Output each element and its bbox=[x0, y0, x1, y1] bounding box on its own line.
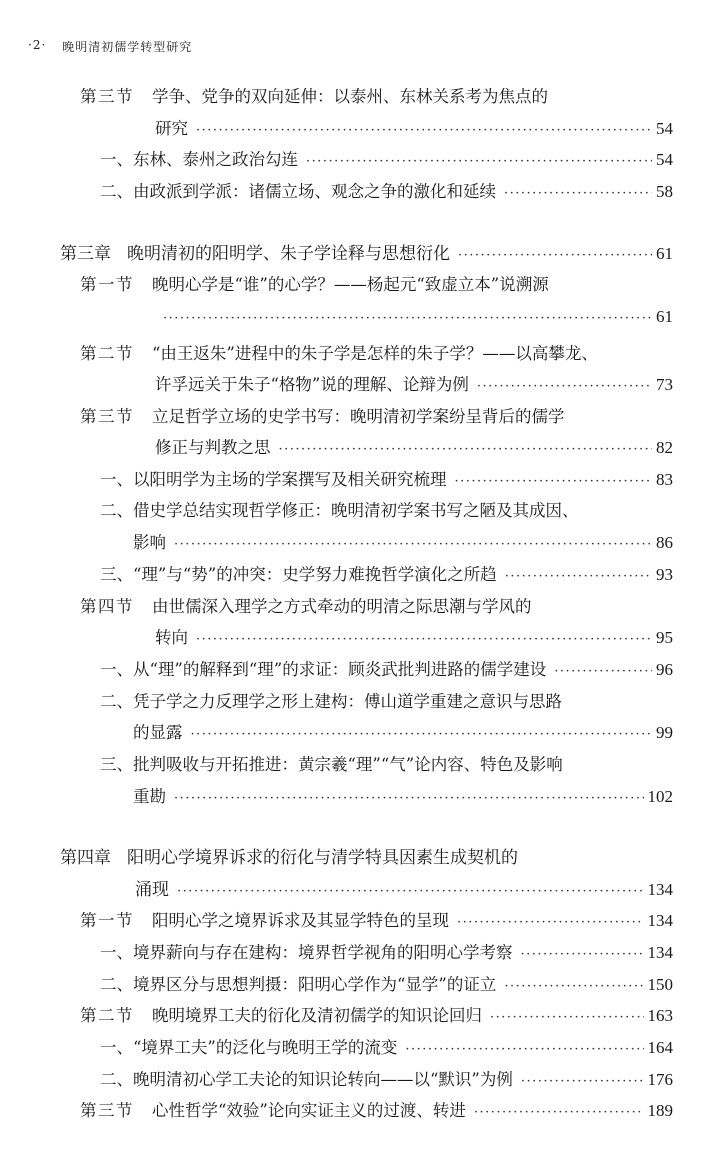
toc-page-number: 189 bbox=[647, 1101, 673, 1120]
toc-subsection[interactable] bbox=[100, 1066, 673, 1094]
toc-entry-continuation[interactable] bbox=[155, 434, 673, 462]
toc-leader bbox=[504, 180, 652, 208]
toc-page-number: 150 bbox=[647, 975, 673, 994]
toc-leader bbox=[191, 721, 653, 749]
toc-entry-continuation[interactable] bbox=[133, 529, 673, 557]
toc-leader bbox=[554, 658, 652, 686]
toc-leader bbox=[521, 941, 644, 969]
toc-label: 第三节 bbox=[80, 1101, 134, 1120]
toc-label: 一、 bbox=[100, 660, 133, 679]
toc-title: “理”与“势”的冲突：史学努力难挽哲学演化之所趋 bbox=[133, 565, 497, 584]
running-header bbox=[28, 38, 192, 55]
toc-leader bbox=[455, 468, 653, 496]
toc-page-number: 134 bbox=[647, 911, 673, 930]
toc-title: “境界工夫”的泛化与晚明王学的流变 bbox=[133, 1038, 398, 1057]
toc-entry-continuation[interactable] bbox=[133, 719, 673, 747]
toc-leader bbox=[174, 531, 652, 559]
toc-leader bbox=[504, 973, 643, 1001]
toc-leader bbox=[505, 563, 652, 591]
toc-title: 以阳明学为主场的学案撰写及相关研究梳理 bbox=[133, 470, 447, 489]
toc-label: 二、 bbox=[100, 975, 133, 994]
toc-leader bbox=[521, 1068, 644, 1096]
toc-title: 东林、泰州之政治勾连 bbox=[133, 150, 298, 169]
toc-label: 第二节 bbox=[80, 1006, 134, 1025]
toc-title: 涌现 bbox=[135, 880, 169, 900]
toc-leader bbox=[490, 1004, 644, 1032]
page-marker: ·2· bbox=[28, 38, 47, 52]
toc-leader bbox=[196, 626, 652, 654]
toc-chapter[interactable] bbox=[60, 240, 673, 268]
toc-label: 三、 bbox=[100, 755, 133, 774]
toc-page-number: 99 bbox=[656, 723, 673, 742]
toc-label: 二、 bbox=[100, 1070, 133, 1089]
toc-subsection[interactable] bbox=[100, 971, 673, 999]
toc-page-number: 54 bbox=[656, 119, 673, 138]
toc-title: 凭子学之力反理学之形上建构：傅山道学重建之意识与思路 bbox=[133, 692, 562, 711]
toc-entry-continuation[interactable] bbox=[135, 876, 673, 904]
toc-title: 阳明心学境界诉求的衍化与清学特具因素生成契机的 bbox=[127, 848, 518, 868]
toc-page-number: 163 bbox=[647, 1006, 673, 1025]
toc-label: 第三节 bbox=[80, 407, 134, 426]
toc-title: 晚明境界工夫的衍化及清初儒学的知识论回归 bbox=[152, 1006, 482, 1025]
toc-subsection[interactable] bbox=[100, 146, 673, 174]
toc-label: 第三章 bbox=[60, 244, 111, 264]
toc-leader bbox=[196, 117, 652, 145]
toc-leader bbox=[306, 148, 652, 176]
toc-title: “由王返朱”进程中的朱子学是怎样的朱子学？——以高攀龙、 bbox=[152, 344, 598, 363]
toc-subsection[interactable] bbox=[100, 497, 659, 525]
toc-page-number: 86 bbox=[656, 533, 673, 552]
toc-title: 研究 bbox=[155, 119, 188, 138]
toc-page-number: 93 bbox=[656, 565, 673, 584]
toc-label: 三、 bbox=[100, 565, 133, 584]
toc-title: 晚明心学是“谁”的心学？——杨起元“致虚立本”说溯源 bbox=[152, 275, 549, 294]
toc-title: 阳明心学之境界诉求及其显学特色的呈现 bbox=[152, 911, 449, 930]
toc-title: 影响 bbox=[133, 533, 166, 552]
toc-subsection[interactable] bbox=[100, 688, 659, 716]
toc-label: 第一节 bbox=[80, 911, 134, 930]
toc-entry-continuation[interactable] bbox=[155, 624, 673, 652]
toc-leader bbox=[405, 1036, 643, 1064]
toc-section[interactable] bbox=[80, 340, 659, 368]
toc-title: 许孚远关于朱子“格物”说的理解、论辩为例 bbox=[155, 375, 469, 394]
toc-title: 立足哲学立场的史学书写：晚明清初学案纷呈背后的儒学 bbox=[152, 407, 565, 426]
toc-label: 一、 bbox=[100, 470, 133, 489]
toc-label: 第四章 bbox=[60, 848, 111, 868]
toc-page-number: 73 bbox=[656, 375, 673, 394]
toc-label: 二、 bbox=[100, 501, 133, 520]
toc-leader bbox=[174, 785, 644, 813]
book-title: 晚明清初儒学转型研究 bbox=[62, 40, 193, 54]
toc-title: 心性哲学“效验”论向实证主义的过渡、转进 bbox=[152, 1101, 466, 1120]
toc-subsection[interactable] bbox=[100, 178, 673, 206]
toc-title: 晚明清初心学工夫论的知识论转向——以“默识”为例 bbox=[133, 1070, 513, 1089]
toc-subsection[interactable] bbox=[100, 561, 673, 589]
toc-label: 一、 bbox=[100, 943, 133, 962]
toc-page-number: 61 bbox=[656, 244, 673, 263]
toc-label: 第二节 bbox=[80, 344, 134, 363]
toc-section[interactable] bbox=[80, 907, 673, 935]
toc-entry-continuation[interactable] bbox=[155, 303, 673, 331]
toc-title: 的显露 bbox=[133, 723, 183, 742]
toc-label: 一、 bbox=[100, 1038, 133, 1057]
toc-label: 二、 bbox=[100, 692, 133, 711]
toc-subsection[interactable] bbox=[100, 656, 673, 684]
toc-section[interactable] bbox=[80, 403, 659, 431]
toc-page-number: 82 bbox=[656, 438, 673, 457]
toc-entry-continuation[interactable] bbox=[155, 115, 673, 143]
toc-leader bbox=[458, 242, 652, 270]
toc-page-number: 102 bbox=[647, 787, 673, 806]
toc-title: 借史学总结实现哲学修正：晚明清初学案书写之陋及其成因、 bbox=[133, 501, 579, 520]
toc-page-number: 95 bbox=[656, 628, 673, 647]
toc-leader bbox=[163, 305, 652, 333]
toc-title: 批判吸收与开拓推进：黄宗羲“理”“气”论内容、特色及影响 bbox=[133, 755, 563, 774]
toc-page-number: 134 bbox=[647, 943, 673, 962]
toc-chapter[interactable] bbox=[60, 844, 659, 872]
toc-subsection[interactable] bbox=[100, 1034, 673, 1062]
toc-entry-continuation[interactable] bbox=[133, 783, 673, 811]
toc-leader bbox=[177, 878, 644, 906]
toc-leader bbox=[477, 373, 652, 401]
toc-section[interactable] bbox=[80, 83, 659, 111]
toc-page-number: 61 bbox=[656, 307, 673, 326]
toc-section[interactable] bbox=[80, 1097, 673, 1125]
toc-title: 重勘 bbox=[133, 787, 166, 806]
toc-page-number: 54 bbox=[656, 150, 673, 169]
toc-label: 二、 bbox=[100, 182, 133, 201]
toc-page-number: 134 bbox=[647, 880, 673, 899]
toc-section[interactable] bbox=[80, 271, 659, 299]
toc-subsection[interactable] bbox=[100, 751, 659, 779]
toc-leader bbox=[279, 436, 653, 464]
toc-leader bbox=[474, 1099, 644, 1127]
toc-title: 从“理”的解释到“理”的求证：顾炎武批判进路的儒学建设 bbox=[133, 660, 547, 679]
toc-label: 第一节 bbox=[80, 275, 134, 294]
toc-page-number: 96 bbox=[656, 660, 673, 679]
toc-title: 学争、党争的双向延伸：以泰州、东林关系考为焦点的 bbox=[152, 87, 548, 106]
toc-title: 境界区分与思想判摄：阳明心学作为“显学”的证立 bbox=[133, 975, 497, 994]
toc-section[interactable] bbox=[80, 593, 659, 621]
toc-title: 转向 bbox=[155, 628, 188, 647]
toc-label: 一、 bbox=[100, 150, 133, 169]
toc-page-number: 83 bbox=[656, 470, 673, 489]
toc-title: 修正与判教之思 bbox=[155, 438, 271, 457]
toc-label: 第三节 bbox=[80, 87, 134, 106]
toc-page-number: 164 bbox=[647, 1038, 673, 1057]
toc-title: 境界薪向与存在建构：境界哲学视角的阳明心学考察 bbox=[133, 943, 513, 962]
toc-subsection[interactable] bbox=[100, 939, 673, 967]
toc-label: 第四节 bbox=[80, 597, 134, 616]
toc-page-number: 176 bbox=[647, 1070, 673, 1089]
toc-subsection[interactable] bbox=[100, 466, 673, 494]
toc-title: 晚明清初的阳明学、朱子学诠释与思想衍化 bbox=[127, 244, 450, 264]
toc-title: 由世儒深入理学之方式牵动的明清之际思潮与学风的 bbox=[152, 597, 532, 616]
toc-entry-continuation[interactable] bbox=[155, 371, 673, 399]
toc-page-number: 58 bbox=[656, 182, 673, 201]
toc-section[interactable] bbox=[80, 1002, 673, 1030]
toc-title: 由政派到学派：诸儒立场、观念之争的激化和延续 bbox=[133, 182, 496, 201]
toc-leader bbox=[457, 909, 644, 937]
